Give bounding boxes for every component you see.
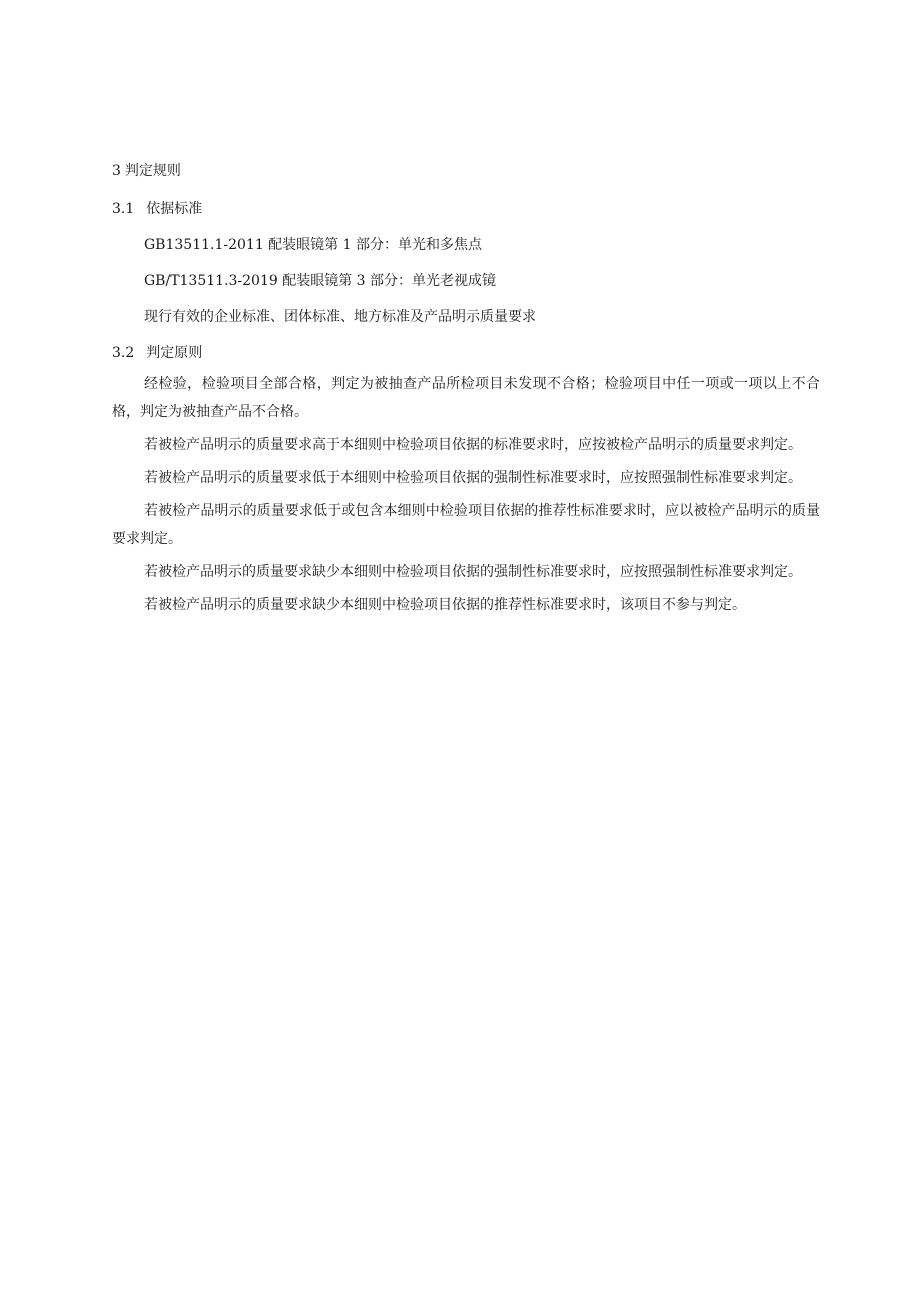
section-title: 依据标准: [146, 201, 203, 217]
standard-item: 现行有效的企业标准、团体标准、地方标准及产品明示质量要求: [144, 309, 536, 325]
standard-item: GB13511.1-2011 配装眼镜第 1 部分：单光和多焦点: [144, 237, 482, 253]
section-judgment-rules: [112, 160, 820, 182]
section-title: 判定原则: [146, 345, 203, 361]
section-title: 判定规则: [124, 163, 181, 179]
section-judgment-principles: [112, 342, 820, 619]
standards-list: [112, 234, 820, 328]
principle-paragraph: 若被检产品明示的质量要求低于或包含本细则中检验项目依据的推荐性标准要求时，应以被检产品明示的质量要求判定。: [112, 503, 820, 547]
section-heading-3-2: [112, 342, 820, 364]
principle-paragraph: 若被检产品明示的质量要求缺少本细则中检验项目依据的强制性标准要求时，应按照强制性标准要求判定。: [144, 564, 802, 580]
principles-body: [112, 370, 820, 619]
standard-item: GB/T13511.3-2019 配装眼镜第 3 部分：单光老视成镜: [144, 273, 497, 289]
principle-paragraph: 若被检产品明示的质量要求高于本细则中检验项目依据的标准要求时，应按被检产品明示的质量要求判定。: [144, 437, 802, 453]
section-heading-3-1: [112, 198, 820, 220]
principle-paragraph: 若被检产品明示的质量要求缺少本细则中检验项目依据的推荐性标准要求时，该项目不参与判定。: [144, 597, 746, 613]
section-number: 3.2: [112, 345, 135, 361]
principle-paragraph: 若被检产品明示的质量要求低于本细则中检验项目依据的强制性标准要求时，应按照强制性标准要求判定。: [144, 470, 802, 486]
section-number: 3: [112, 163, 121, 179]
document-content: [112, 160, 820, 619]
section-basis-standards: [112, 198, 820, 328]
principle-paragraph: 经检验，检验项目全部合格，判定为被抽查产品所检项目未发现不合格；检验项目中任一项或一项以上不合格，判定为被抽查产品不合格。: [112, 376, 820, 420]
section-heading-3: [112, 160, 820, 182]
section-number: 3.1: [112, 201, 135, 217]
